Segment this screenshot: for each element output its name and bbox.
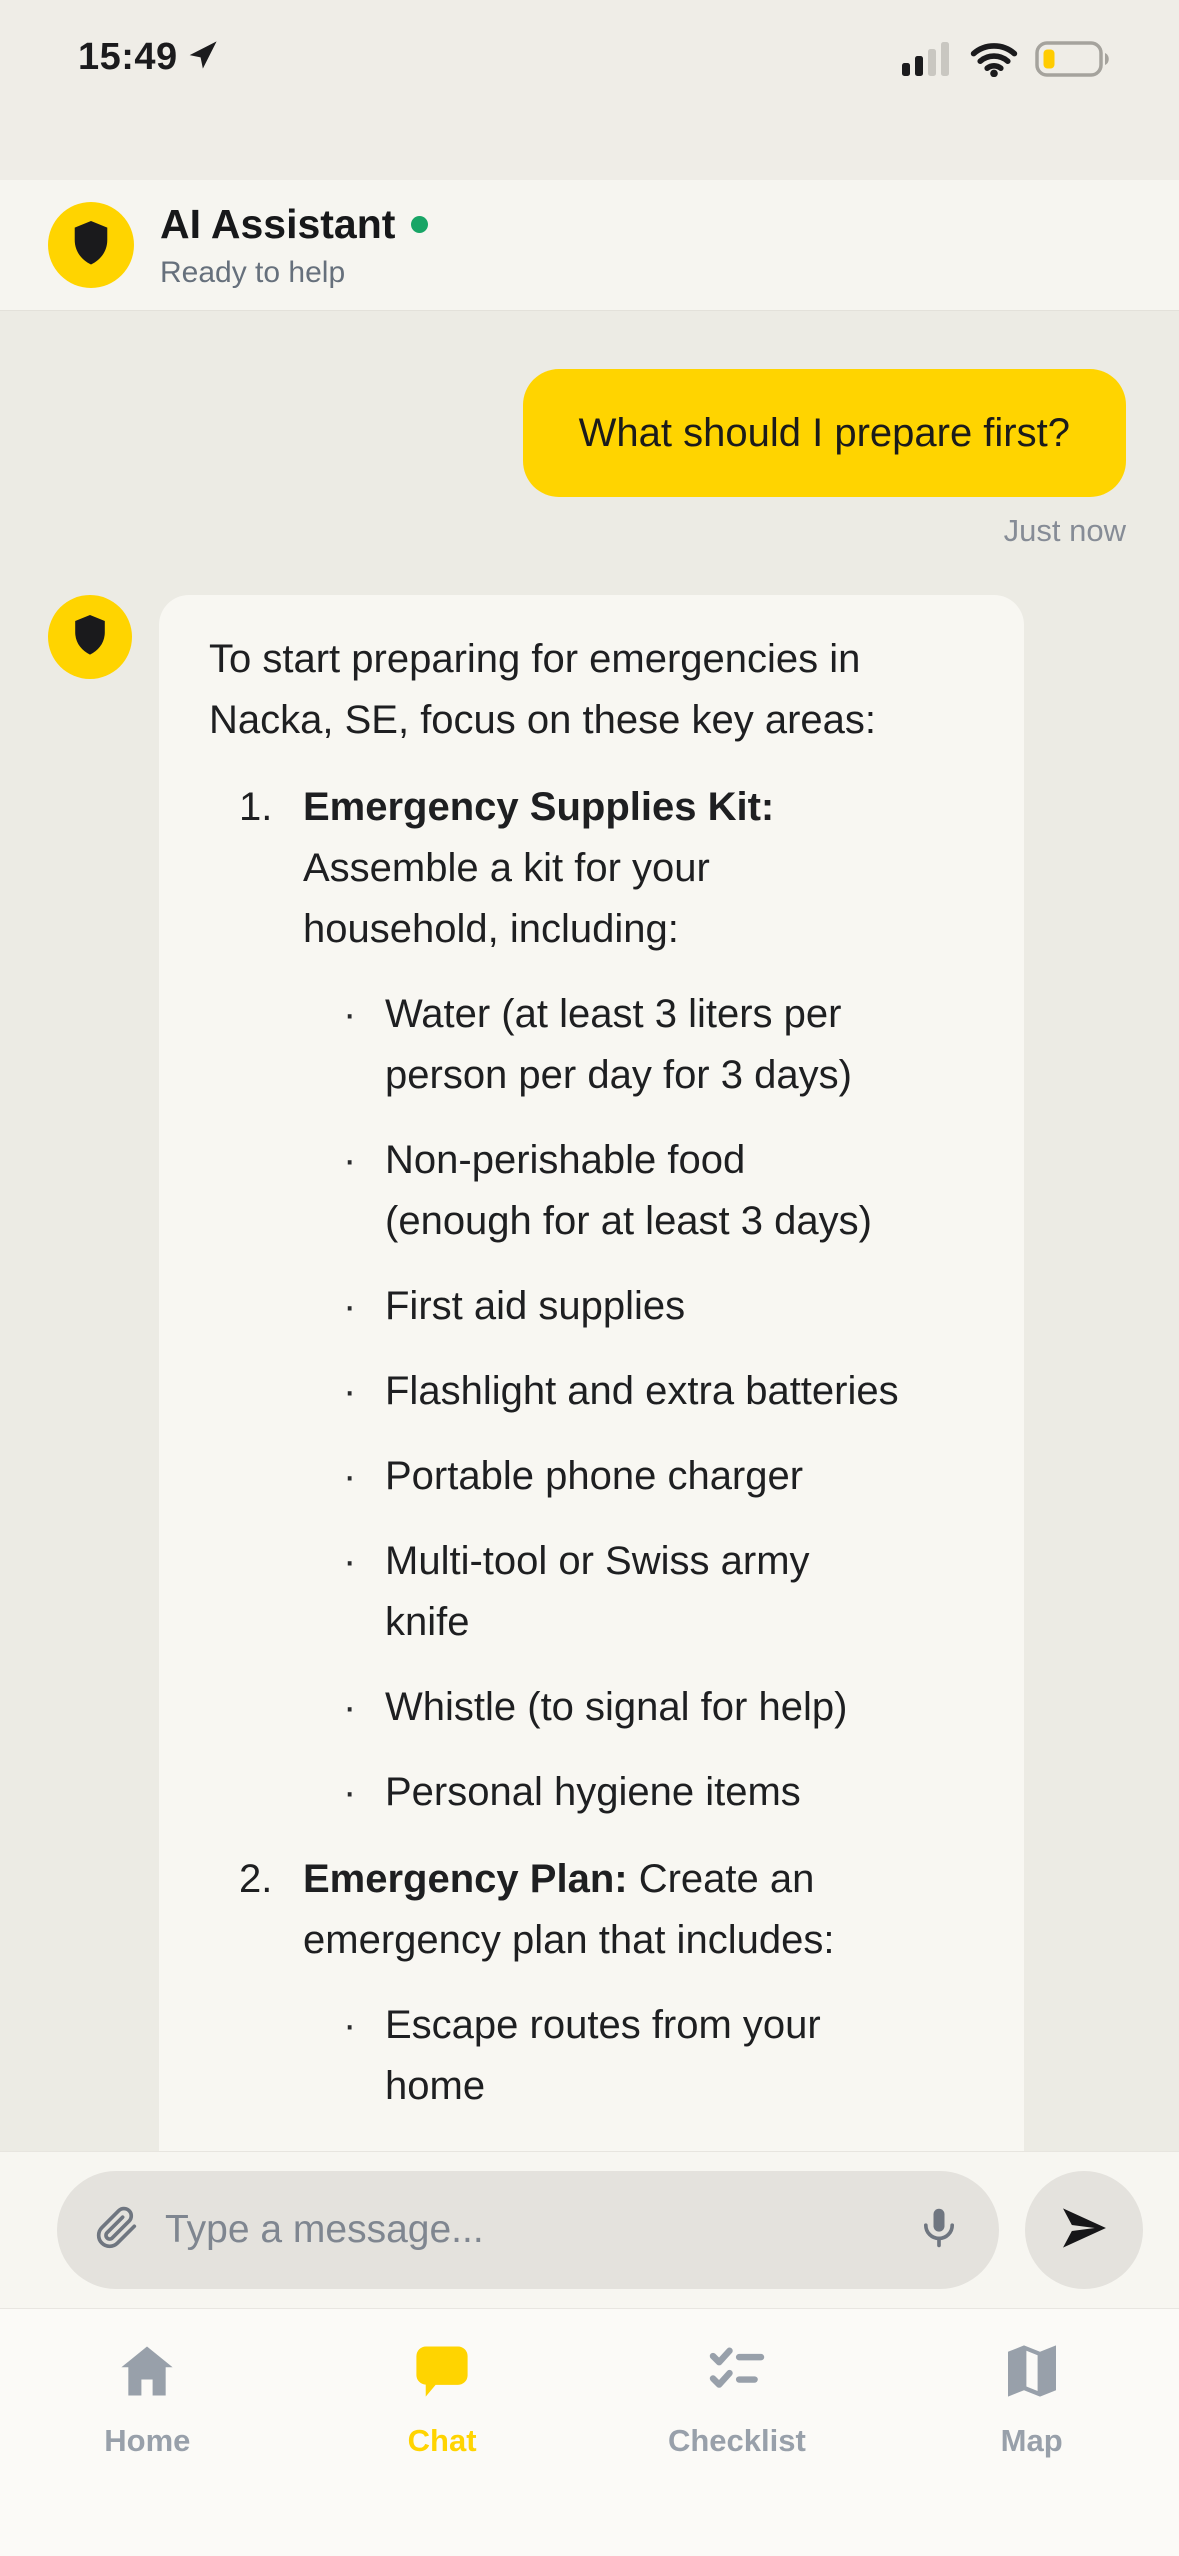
status-bar xyxy=(0,0,1179,180)
message-input-placeholder: Type a message... xyxy=(165,2208,484,2251)
chat-scroll-area[interactable] xyxy=(0,311,1179,2151)
user-message-bubble: What should I prepare first? xyxy=(523,369,1126,497)
mic-icon[interactable] xyxy=(917,2206,961,2255)
cellular-signal-icon xyxy=(901,41,953,82)
nav-item-home[interactable] xyxy=(0,2339,295,2556)
chat-header xyxy=(0,180,1179,311)
bullet-item: · Multi-tool or Swiss army knife xyxy=(343,1539,810,1644)
bullet-item: · First aid supplies xyxy=(343,1284,686,1328)
nav-label: Map xyxy=(1000,2423,1063,2458)
paperclip-icon[interactable] xyxy=(95,2206,139,2255)
assistant-message-bubble xyxy=(159,595,1024,2151)
home-icon xyxy=(115,2339,179,2403)
nav-label: Chat xyxy=(407,2423,477,2458)
send-button[interactable] xyxy=(1025,2171,1143,2289)
ai-list xyxy=(209,777,978,2117)
assistant-avatar xyxy=(48,202,134,288)
bottom-nav xyxy=(0,2308,1179,2556)
nav-item-map[interactable] xyxy=(884,2339,1179,2556)
nav-item-chat[interactable] xyxy=(295,2339,590,2556)
bullet-item: · Portable phone charger xyxy=(343,1454,804,1498)
assistant-title: AI Assistant xyxy=(160,200,396,247)
online-status-dot xyxy=(411,216,428,233)
nav-label: Checklist xyxy=(667,2423,806,2458)
composer-bar xyxy=(0,2151,1179,2308)
battery-icon xyxy=(1035,40,1113,83)
ai-paragraph: To start preparing for emergencies in Nacka, SE, focus on these key areas: xyxy=(209,637,877,742)
bullet-item: · Flashlight and extra batteries xyxy=(343,1369,899,1413)
assistant-message-avatar xyxy=(48,595,132,679)
nav-item-checklist[interactable] xyxy=(590,2339,885,2556)
bullet-item: · Whistle (to signal for help) xyxy=(343,1685,848,1729)
message-input[interactable] xyxy=(57,2171,999,2289)
location-arrow-icon xyxy=(186,38,220,77)
clock: 15:49 xyxy=(78,36,178,78)
numbered-list-item: 2. Emergency Plan: Create an emergency plan that includes: · Escape routes from your home xyxy=(209,1849,978,2117)
bullet-item: · Non-perishable food (enough for at least 3 days) xyxy=(343,1138,872,1243)
wifi-icon xyxy=(969,41,1019,82)
bullet-item: · Water (at least 3 liters per person per day for 3 days) xyxy=(343,992,852,1097)
bullet-item: · Escape routes from your home xyxy=(343,2003,821,2108)
chat-icon xyxy=(410,2339,474,2403)
bullet-item: · Personal hygiene items xyxy=(343,1770,801,1814)
checklist-icon xyxy=(705,2339,769,2403)
send-icon xyxy=(1056,2200,1112,2261)
message-timestamp: Just now xyxy=(1003,513,1126,548)
numbered-list-item: 1. Emergency Supplies Kit: Assemble a kit for your household, including: · Water (at least 3 liters per person per day for 3 days) · Non-perishable food (enough for at least 3 days) · First aid supplies · Flashlight and extra batteries · Portable phone charger · Multi-tool or Swiss army knife · Whistle (to signal for help) · Personal hygiene items xyxy=(209,777,978,1823)
shield-icon xyxy=(69,218,113,273)
shield-icon xyxy=(70,612,110,663)
assistant-subtitle: Ready to help xyxy=(160,255,346,289)
map-icon xyxy=(1000,2339,1064,2403)
nav-label: Home xyxy=(104,2423,191,2458)
